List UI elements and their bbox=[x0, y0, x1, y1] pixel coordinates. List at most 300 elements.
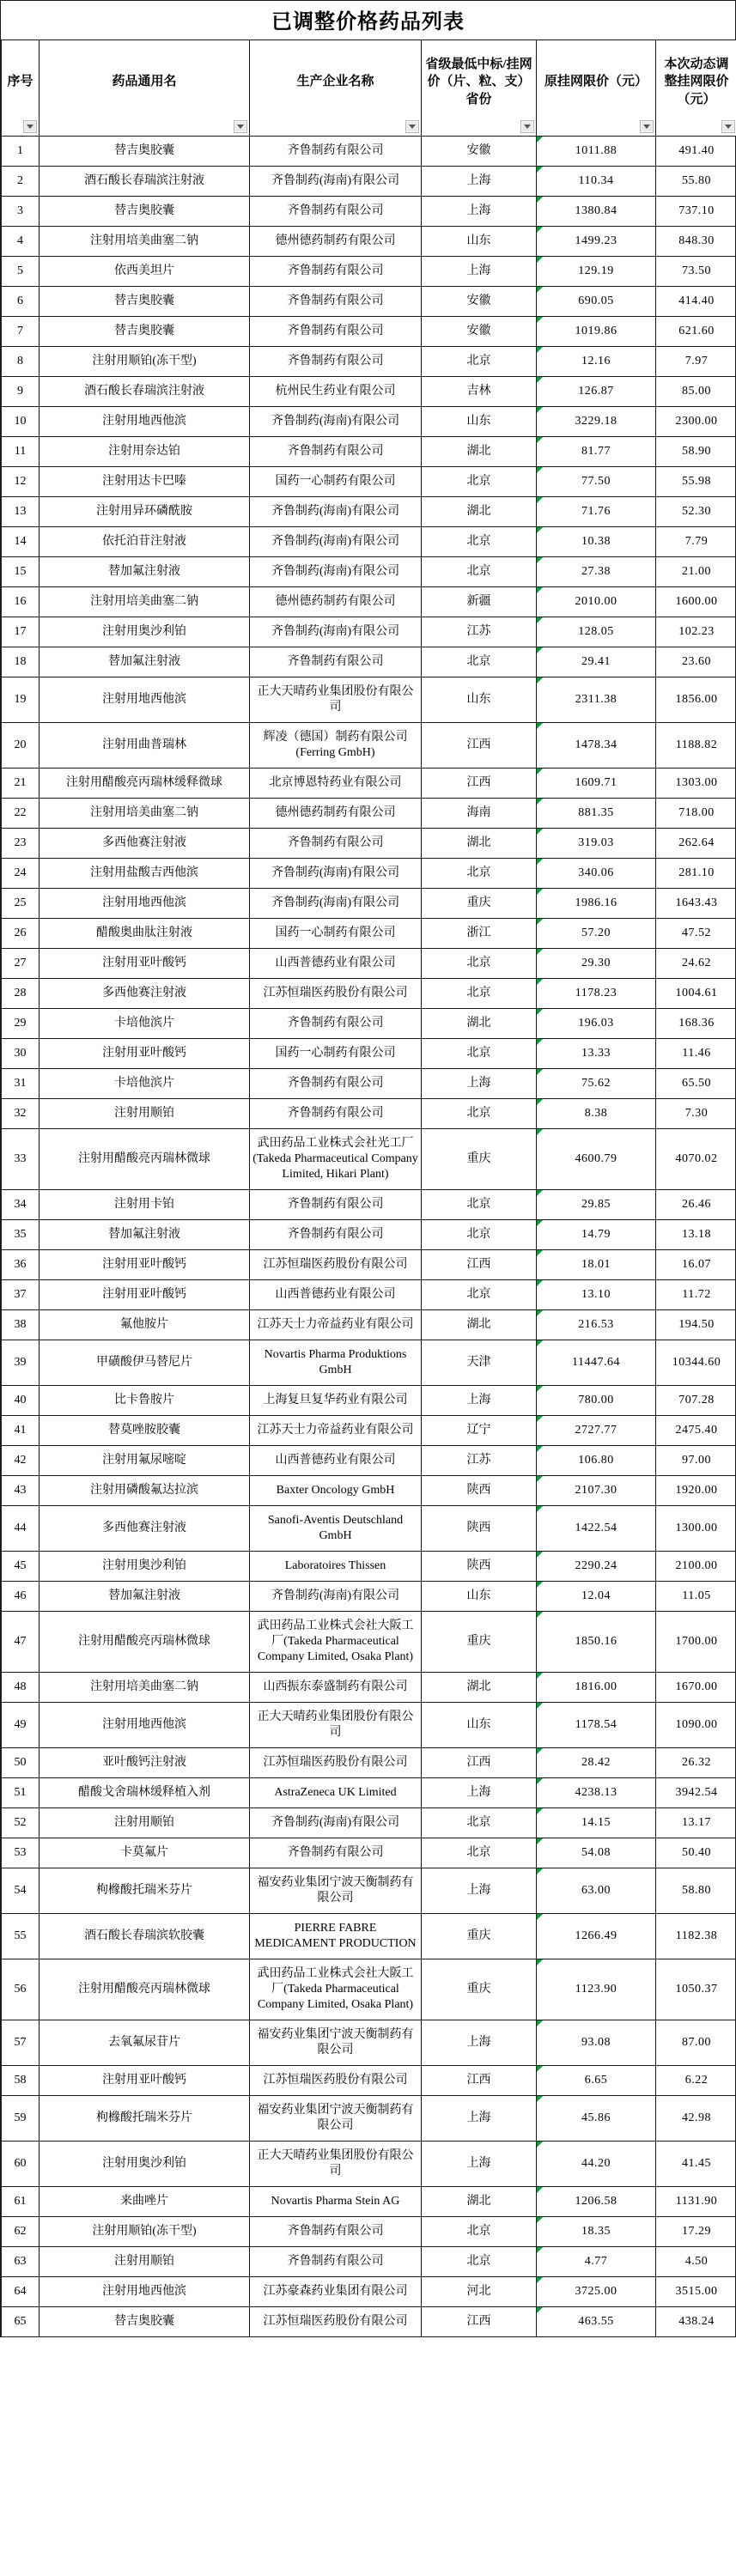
drug-name-cell: 替加氟注射液 bbox=[40, 1220, 250, 1250]
row-number-cell: 27 bbox=[2, 949, 40, 979]
row-number-cell: 17 bbox=[2, 617, 40, 647]
manufacturer-cell: 齐鲁制药(海南)有限公司 bbox=[250, 167, 422, 197]
drug-name-cell: 注射用奥沙利铂 bbox=[40, 2142, 250, 2187]
original-price-cell: 1609.71 bbox=[537, 769, 656, 799]
original-price-cell: 45.86 bbox=[537, 2096, 656, 2142]
adjusted-price-cell: 848.30 bbox=[656, 227, 736, 257]
original-price-cell: 44.20 bbox=[537, 2142, 656, 2187]
province-cell: 北京 bbox=[422, 1099, 537, 1129]
drug-name-cell: 注射用磷酸氟达拉滨 bbox=[40, 1476, 250, 1506]
filter-button-drug-name[interactable] bbox=[234, 120, 247, 133]
drug-name-cell: 替吉奥胶囊 bbox=[40, 287, 250, 317]
drug-name-cell: 酒石酸长春瑞滨注射液 bbox=[40, 377, 250, 407]
table-row bbox=[2, 1838, 736, 1868]
row-number-cell: 36 bbox=[2, 1250, 40, 1280]
province-cell: 重庆 bbox=[422, 889, 537, 919]
row-number-cell: 54 bbox=[2, 1868, 40, 1914]
drug-name-cell: 依托泊苷注射液 bbox=[40, 527, 250, 557]
drug-name-cell: 醋酸戈舍瑞林缓释植入剂 bbox=[40, 1778, 250, 1808]
table-row bbox=[2, 949, 736, 979]
province-cell: 江西 bbox=[422, 723, 537, 769]
manufacturer-cell: 齐鲁制药有限公司 bbox=[250, 1009, 422, 1039]
manufacturer-cell: 齐鲁制药有限公司 bbox=[250, 1838, 422, 1868]
original-price-cell: 881.35 bbox=[537, 799, 656, 829]
row-number-cell: 43 bbox=[2, 1476, 40, 1506]
province-cell: 湖北 bbox=[422, 829, 537, 859]
column-header-label: 生产企业名称 bbox=[296, 75, 374, 89]
table-row bbox=[2, 1868, 736, 1914]
table-row bbox=[2, 677, 736, 723]
table-row bbox=[2, 1446, 736, 1476]
manufacturer-cell: 福安药业集团宁波天衡制药有限公司 bbox=[250, 1868, 422, 1914]
row-number-cell: 33 bbox=[2, 1129, 40, 1190]
original-price-cell: 126.87 bbox=[537, 377, 656, 407]
row-number-cell: 59 bbox=[2, 2096, 40, 2142]
adjusted-price-cell: 17.29 bbox=[656, 2217, 736, 2247]
manufacturer-cell: AstraZeneca UK Limited bbox=[250, 1778, 422, 1808]
drug-name-cell: 注射用卡铂 bbox=[40, 1190, 250, 1220]
drug-name-cell: 注射用亚叶酸钙 bbox=[40, 2066, 250, 2096]
table-row bbox=[2, 1673, 736, 1703]
row-number-cell: 39 bbox=[2, 1340, 40, 1386]
manufacturer-cell: 国药一心制药有限公司 bbox=[250, 467, 422, 497]
adjusted-price-cell: 438.24 bbox=[656, 2307, 736, 2337]
table-row bbox=[2, 1310, 736, 1340]
original-price-cell: 14.79 bbox=[537, 1220, 656, 1250]
row-number-cell: 55 bbox=[2, 1914, 40, 1959]
adjusted-price-cell: 3515.00 bbox=[656, 2277, 736, 2307]
row-number-cell: 5 bbox=[2, 257, 40, 287]
adjusted-price-cell: 7.97 bbox=[656, 347, 736, 377]
original-price-cell: 18.01 bbox=[537, 1250, 656, 1280]
original-price-cell: 11447.64 bbox=[537, 1340, 656, 1386]
table-row bbox=[2, 2096, 736, 2142]
province-cell: 北京 bbox=[422, 467, 537, 497]
original-price-cell: 106.80 bbox=[537, 1446, 656, 1476]
table-row bbox=[2, 2066, 736, 2096]
column-header-label: 药品通用名 bbox=[112, 75, 177, 89]
manufacturer-cell: 正大天晴药业集团股份有限公司 bbox=[250, 1703, 422, 1748]
row-number-cell: 34 bbox=[2, 1190, 40, 1220]
original-price-cell: 71.76 bbox=[537, 497, 656, 527]
original-price-cell: 8.38 bbox=[537, 1099, 656, 1129]
filter-button-province[interactable] bbox=[520, 120, 534, 133]
adjusted-price-cell: 97.00 bbox=[656, 1446, 736, 1476]
adjusted-price-cell: 11.05 bbox=[656, 1582, 736, 1612]
row-number-cell: 40 bbox=[2, 1386, 40, 1416]
province-cell: 安徽 bbox=[422, 287, 537, 317]
table-row bbox=[2, 859, 736, 889]
province-cell: 天津 bbox=[422, 1340, 537, 1386]
table-row bbox=[2, 167, 736, 197]
table-body bbox=[2, 137, 736, 2337]
table-row bbox=[2, 1959, 736, 2020]
original-price-cell: 1011.88 bbox=[537, 137, 656, 167]
row-number-cell: 2 bbox=[2, 167, 40, 197]
row-number-cell: 44 bbox=[2, 1506, 40, 1552]
province-cell: 安徽 bbox=[422, 317, 537, 347]
adjusted-price-cell: 2475.40 bbox=[656, 1416, 736, 1446]
original-price-cell: 4600.79 bbox=[537, 1129, 656, 1190]
table-row bbox=[2, 497, 736, 527]
adjusted-price-cell: 13.17 bbox=[656, 1808, 736, 1838]
province-cell: 上海 bbox=[422, 2096, 537, 2142]
manufacturer-cell: 齐鲁制药有限公司 bbox=[250, 437, 422, 467]
original-price-cell: 93.08 bbox=[537, 2020, 656, 2066]
adjusted-price-cell: 55.98 bbox=[656, 467, 736, 497]
original-price-cell: 319.03 bbox=[537, 829, 656, 859]
original-price-cell: 28.42 bbox=[537, 1748, 656, 1778]
province-cell: 北京 bbox=[422, 949, 537, 979]
column-header-adjusted-price bbox=[656, 40, 736, 137]
province-cell: 山东 bbox=[422, 1582, 537, 1612]
original-price-cell: 2290.24 bbox=[537, 1552, 656, 1582]
manufacturer-cell: 北京博恩特药业有限公司 bbox=[250, 769, 422, 799]
row-number-cell: 38 bbox=[2, 1310, 40, 1340]
drug-name-cell: 注射用顺铂(冻干型) bbox=[40, 2217, 250, 2247]
table-row bbox=[2, 1582, 736, 1612]
original-price-cell: 27.38 bbox=[537, 557, 656, 587]
table-row bbox=[2, 1280, 736, 1310]
original-price-cell: 1178.23 bbox=[537, 979, 656, 1009]
manufacturer-cell: 齐鲁制药有限公司 bbox=[250, 317, 422, 347]
row-number-cell: 61 bbox=[2, 2187, 40, 2217]
row-number-cell: 10 bbox=[2, 407, 40, 437]
row-number-cell: 6 bbox=[2, 287, 40, 317]
adjusted-price-cell: 718.00 bbox=[656, 799, 736, 829]
province-cell: 山东 bbox=[422, 677, 537, 723]
row-number-cell: 25 bbox=[2, 889, 40, 919]
province-cell: 陕西 bbox=[422, 1476, 537, 1506]
original-price-cell: 4.77 bbox=[537, 2247, 656, 2277]
original-price-cell: 10.38 bbox=[537, 527, 656, 557]
adjusted-price-cell: 55.80 bbox=[656, 167, 736, 197]
province-cell: 上海 bbox=[422, 1778, 537, 1808]
drug-name-cell: 注射用异环磷酰胺 bbox=[40, 497, 250, 527]
adjusted-price-cell: 1600.00 bbox=[656, 587, 736, 617]
table-row bbox=[2, 889, 736, 919]
row-number-cell: 50 bbox=[2, 1748, 40, 1778]
row-number-cell: 19 bbox=[2, 677, 40, 723]
manufacturer-cell: 江苏恒瑞医药股份有限公司 bbox=[250, 979, 422, 1009]
adjusted-price-cell: 42.98 bbox=[656, 2096, 736, 2142]
adjusted-price-cell: 24.62 bbox=[656, 949, 736, 979]
manufacturer-cell: 齐鲁制药(海南)有限公司 bbox=[250, 407, 422, 437]
drug-name-cell: 注射用醋酸亮丙瑞林微球 bbox=[40, 1129, 250, 1190]
adjusted-price-cell: 707.28 bbox=[656, 1386, 736, 1416]
row-number-cell: 32 bbox=[2, 1099, 40, 1129]
chevron-down-icon bbox=[643, 125, 650, 129]
adjusted-price-cell: 41.45 bbox=[656, 2142, 736, 2187]
original-price-cell: 2727.77 bbox=[537, 1416, 656, 1446]
manufacturer-cell: 杭州民生药业有限公司 bbox=[250, 377, 422, 407]
province-cell: 上海 bbox=[422, 1069, 537, 1099]
table-row bbox=[2, 1386, 736, 1416]
drug-name-cell: 替吉奥胶囊 bbox=[40, 197, 250, 227]
province-cell: 湖北 bbox=[422, 1673, 537, 1703]
manufacturer-cell: 齐鲁制药(海南)有限公司 bbox=[250, 889, 422, 919]
row-number-cell: 1 bbox=[2, 137, 40, 167]
province-cell: 重庆 bbox=[422, 1914, 537, 1959]
original-price-cell: 6.65 bbox=[537, 2066, 656, 2096]
manufacturer-cell: 辉凌（德国）制药有限公司(Ferring GmbH) bbox=[250, 723, 422, 769]
drug-name-cell: 注射用地西他滨 bbox=[40, 677, 250, 723]
chevron-down-icon bbox=[237, 125, 244, 129]
table-row bbox=[2, 2217, 736, 2247]
province-cell: 辽宁 bbox=[422, 1416, 537, 1446]
row-number-cell: 51 bbox=[2, 1778, 40, 1808]
row-number-cell: 18 bbox=[2, 647, 40, 677]
manufacturer-cell: 福安药业集团宁波天衡制药有限公司 bbox=[250, 2096, 422, 2142]
manufacturer-cell: 江苏恒瑞医药股份有限公司 bbox=[250, 2066, 422, 2096]
row-number-cell: 8 bbox=[2, 347, 40, 377]
manufacturer-cell: Sanofi-Aventis Deutschland GmbH bbox=[250, 1506, 422, 1552]
drug-name-cell: 卡培他滨片 bbox=[40, 1069, 250, 1099]
table-row bbox=[2, 1506, 736, 1552]
adjusted-price-cell: 737.10 bbox=[656, 197, 736, 227]
row-number-cell: 28 bbox=[2, 979, 40, 1009]
province-cell: 安徽 bbox=[422, 137, 537, 167]
drug-name-cell: 比卡鲁胺片 bbox=[40, 1386, 250, 1416]
manufacturer-cell: 齐鲁制药有限公司 bbox=[250, 347, 422, 377]
drug-name-cell: 氟他胺片 bbox=[40, 1310, 250, 1340]
drug-name-cell: 注射用顺铂 bbox=[40, 1099, 250, 1129]
province-cell: 北京 bbox=[422, 527, 537, 557]
original-price-cell: 1986.16 bbox=[537, 889, 656, 919]
row-number-cell: 63 bbox=[2, 2247, 40, 2277]
adjusted-price-cell: 10344.60 bbox=[656, 1340, 736, 1386]
row-number-cell: 37 bbox=[2, 1280, 40, 1310]
drug-name-cell: 多西他赛注射液 bbox=[40, 1506, 250, 1552]
adjusted-price-cell: 87.00 bbox=[656, 2020, 736, 2066]
original-price-cell: 13.33 bbox=[537, 1039, 656, 1069]
province-cell: 上海 bbox=[422, 167, 537, 197]
column-header-label: 省级最低中标/挂网价（片、粒、支）省份 bbox=[425, 58, 532, 106]
row-number-cell: 14 bbox=[2, 527, 40, 557]
price-adjustment-table bbox=[1, 39, 736, 2337]
row-number-cell: 11 bbox=[2, 437, 40, 467]
table-row bbox=[2, 227, 736, 257]
original-price-cell: 12.16 bbox=[537, 347, 656, 377]
province-cell: 北京 bbox=[422, 859, 537, 889]
manufacturer-cell: 江苏恒瑞医药股份有限公司 bbox=[250, 2307, 422, 2337]
drug-name-cell: 注射用醋酸亮丙瑞林缓释微球 bbox=[40, 769, 250, 799]
drug-name-cell: 注射用培美曲塞二钠 bbox=[40, 587, 250, 617]
manufacturer-cell: 山西普德药业有限公司 bbox=[250, 949, 422, 979]
original-price-cell: 2311.38 bbox=[537, 677, 656, 723]
drug-name-cell: 注射用奥沙利铂 bbox=[40, 1552, 250, 1582]
table-row bbox=[2, 2020, 736, 2066]
table-header bbox=[2, 40, 736, 137]
row-number-cell: 42 bbox=[2, 1446, 40, 1476]
column-header-original-price bbox=[537, 40, 656, 137]
province-cell: 北京 bbox=[422, 1039, 537, 1069]
adjusted-price-cell: 621.60 bbox=[656, 317, 736, 347]
manufacturer-cell: 上海复旦复华药业有限公司 bbox=[250, 1386, 422, 1416]
drug-name-cell: 替加氟注射液 bbox=[40, 1582, 250, 1612]
drug-name-cell: 卡培他滨片 bbox=[40, 1009, 250, 1039]
table-row bbox=[2, 257, 736, 287]
chevron-down-icon bbox=[524, 125, 531, 129]
manufacturer-cell: 山西普德药业有限公司 bbox=[250, 1280, 422, 1310]
column-header-label: 原挂网限价（元） bbox=[544, 75, 648, 89]
manufacturer-cell: 江苏天士力帝益药业有限公司 bbox=[250, 1310, 422, 1340]
province-cell: 北京 bbox=[422, 347, 537, 377]
filter-button-original-price[interactable] bbox=[640, 120, 654, 133]
row-number-cell: 3 bbox=[2, 197, 40, 227]
province-cell: 陕西 bbox=[422, 1552, 537, 1582]
adjusted-price-cell: 1188.82 bbox=[656, 723, 736, 769]
drug-name-cell: 来曲唑片 bbox=[40, 2187, 250, 2217]
row-number-cell: 12 bbox=[2, 467, 40, 497]
manufacturer-cell: 齐鲁制药有限公司 bbox=[250, 1099, 422, 1129]
original-price-cell: 54.08 bbox=[537, 1838, 656, 1868]
province-cell: 吉林 bbox=[422, 377, 537, 407]
manufacturer-cell: 福安药业集团宁波天衡制药有限公司 bbox=[250, 2020, 422, 2066]
table-row bbox=[2, 407, 736, 437]
manufacturer-cell: 德州德药制药有限公司 bbox=[250, 587, 422, 617]
table-row bbox=[2, 799, 736, 829]
original-price-cell: 216.53 bbox=[537, 1310, 656, 1340]
manufacturer-cell: 武田药品工业株式会社大阪工厂(Takeda Pharmaceutical Company Limited, Osaka Plant) bbox=[250, 1612, 422, 1673]
province-cell: 北京 bbox=[422, 979, 537, 1009]
adjusted-price-cell: 1643.43 bbox=[656, 889, 736, 919]
table-row bbox=[2, 317, 736, 347]
manufacturer-cell: 山西普德药业有限公司 bbox=[250, 1446, 422, 1476]
table-row bbox=[2, 1340, 736, 1386]
row-number-cell: 16 bbox=[2, 587, 40, 617]
adjusted-price-cell: 73.50 bbox=[656, 257, 736, 287]
original-price-cell: 63.00 bbox=[537, 1868, 656, 1914]
original-price-cell: 1206.58 bbox=[537, 2187, 656, 2217]
manufacturer-cell: 江苏豪森药业集团有限公司 bbox=[250, 2277, 422, 2307]
original-price-cell: 690.05 bbox=[537, 287, 656, 317]
manufacturer-cell: 齐鲁制药有限公司 bbox=[250, 1190, 422, 1220]
manufacturer-cell: 武田药品工业株式会社光工厂(Takeda Pharmaceutical Company Limited, Hikari Plant) bbox=[250, 1129, 422, 1190]
original-price-cell: 1019.86 bbox=[537, 317, 656, 347]
drug-name-cell: 亚叶酸钙注射液 bbox=[40, 1748, 250, 1778]
table-row bbox=[2, 1009, 736, 1039]
column-header-serial bbox=[2, 40, 40, 137]
row-number-cell: 48 bbox=[2, 1673, 40, 1703]
original-price-cell: 77.50 bbox=[537, 467, 656, 497]
table-row bbox=[2, 1552, 736, 1582]
manufacturer-cell: 齐鲁制药有限公司 bbox=[250, 137, 422, 167]
original-price-cell: 75.62 bbox=[537, 1069, 656, 1099]
province-cell: 北京 bbox=[422, 2217, 537, 2247]
adjusted-price-cell: 1300.00 bbox=[656, 1506, 736, 1552]
row-number-cell: 22 bbox=[2, 799, 40, 829]
adjusted-price-cell: 65.50 bbox=[656, 1069, 736, 1099]
chevron-down-icon bbox=[409, 125, 416, 129]
row-number-cell: 15 bbox=[2, 557, 40, 587]
adjusted-price-cell: 26.32 bbox=[656, 1748, 736, 1778]
province-cell: 北京 bbox=[422, 1220, 537, 1250]
province-cell: 上海 bbox=[422, 2142, 537, 2187]
drug-name-cell: 注射用培美曲塞二钠 bbox=[40, 799, 250, 829]
drug-name-cell: 替莫唑胺胶囊 bbox=[40, 1416, 250, 1446]
province-cell: 北京 bbox=[422, 1280, 537, 1310]
table-row bbox=[2, 1416, 736, 1446]
adjusted-price-cell: 13.18 bbox=[656, 1220, 736, 1250]
drug-name-cell: 注射用地西他滨 bbox=[40, 1703, 250, 1748]
column-header-drug-name bbox=[40, 40, 250, 137]
adjusted-price-cell: 1004.61 bbox=[656, 979, 736, 1009]
province-cell: 北京 bbox=[422, 1808, 537, 1838]
original-price-cell: 18.35 bbox=[537, 2217, 656, 2247]
row-number-cell: 62 bbox=[2, 2217, 40, 2247]
manufacturer-cell: Novartis Pharma Stein AG bbox=[250, 2187, 422, 2217]
row-number-cell: 64 bbox=[2, 2277, 40, 2307]
row-number-cell: 29 bbox=[2, 1009, 40, 1039]
adjusted-price-cell: 21.00 bbox=[656, 557, 736, 587]
adjusted-price-cell: 1856.00 bbox=[656, 677, 736, 723]
filter-button-manufacturer[interactable] bbox=[405, 120, 419, 133]
manufacturer-cell: 齐鲁制药有限公司 bbox=[250, 287, 422, 317]
province-cell: 湖北 bbox=[422, 1310, 537, 1340]
province-cell: 上海 bbox=[422, 257, 537, 287]
province-cell: 江西 bbox=[422, 769, 537, 799]
drug-name-cell: 替加氟注射液 bbox=[40, 647, 250, 677]
manufacturer-cell: 山西振东泰盛制药有限公司 bbox=[250, 1673, 422, 1703]
manufacturer-cell: Novartis Pharma Produktions GmbH bbox=[250, 1340, 422, 1386]
drug-name-cell: 注射用顺铂 bbox=[40, 1808, 250, 1838]
table-row bbox=[2, 1250, 736, 1280]
manufacturer-cell: 武田药品工业株式会社大阪工厂(Takeda Pharmaceutical Company Limited, Osaka Plant) bbox=[250, 1959, 422, 2020]
original-price-cell: 1422.54 bbox=[537, 1506, 656, 1552]
row-number-cell: 35 bbox=[2, 1220, 40, 1250]
drug-name-cell: 酒石酸长春瑞滨注射液 bbox=[40, 167, 250, 197]
original-price-cell: 1178.54 bbox=[537, 1703, 656, 1748]
table-row bbox=[2, 467, 736, 497]
original-price-cell: 1123.90 bbox=[537, 1959, 656, 2020]
manufacturer-cell: Laboratoires Thissen bbox=[250, 1552, 422, 1582]
province-cell: 山东 bbox=[422, 407, 537, 437]
province-cell: 江西 bbox=[422, 2307, 537, 2337]
row-number-cell: 45 bbox=[2, 1552, 40, 1582]
adjusted-price-cell: 58.80 bbox=[656, 1868, 736, 1914]
original-price-cell: 29.41 bbox=[537, 647, 656, 677]
manufacturer-cell: PIERRE FABRE MEDICAMENT PRODUCTION bbox=[250, 1914, 422, 1959]
adjusted-price-cell: 47.52 bbox=[656, 919, 736, 949]
table-row bbox=[2, 2187, 736, 2217]
adjusted-price-cell: 1182.38 bbox=[656, 1914, 736, 1959]
table-row bbox=[2, 1039, 736, 1069]
adjusted-price-cell: 85.00 bbox=[656, 377, 736, 407]
table-row bbox=[2, 137, 736, 167]
filter-button-adjusted-price[interactable] bbox=[721, 120, 735, 133]
row-number-cell: 23 bbox=[2, 829, 40, 859]
column-header-label: 序号 bbox=[7, 75, 33, 89]
adjusted-price-cell: 281.10 bbox=[656, 859, 736, 889]
original-price-cell: 4238.13 bbox=[537, 1778, 656, 1808]
table-row bbox=[2, 347, 736, 377]
filter-button-serial[interactable] bbox=[23, 120, 37, 133]
province-cell: 上海 bbox=[422, 197, 537, 227]
manufacturer-cell: 齐鲁制药有限公司 bbox=[250, 2217, 422, 2247]
drug-name-cell: 多西他赛注射液 bbox=[40, 829, 250, 859]
manufacturer-cell: 齐鲁制药(海南)有限公司 bbox=[250, 497, 422, 527]
table-row bbox=[2, 1220, 736, 1250]
adjusted-price-cell: 26.46 bbox=[656, 1190, 736, 1220]
drug-name-cell: 注射用氟尿嘧啶 bbox=[40, 1446, 250, 1476]
row-number-cell: 65 bbox=[2, 2307, 40, 2337]
table-row bbox=[2, 1612, 736, 1673]
original-price-cell: 2010.00 bbox=[537, 587, 656, 617]
adjusted-price-cell: 4070.02 bbox=[656, 1129, 736, 1190]
table-row bbox=[2, 647, 736, 677]
province-cell: 江西 bbox=[422, 1250, 537, 1280]
